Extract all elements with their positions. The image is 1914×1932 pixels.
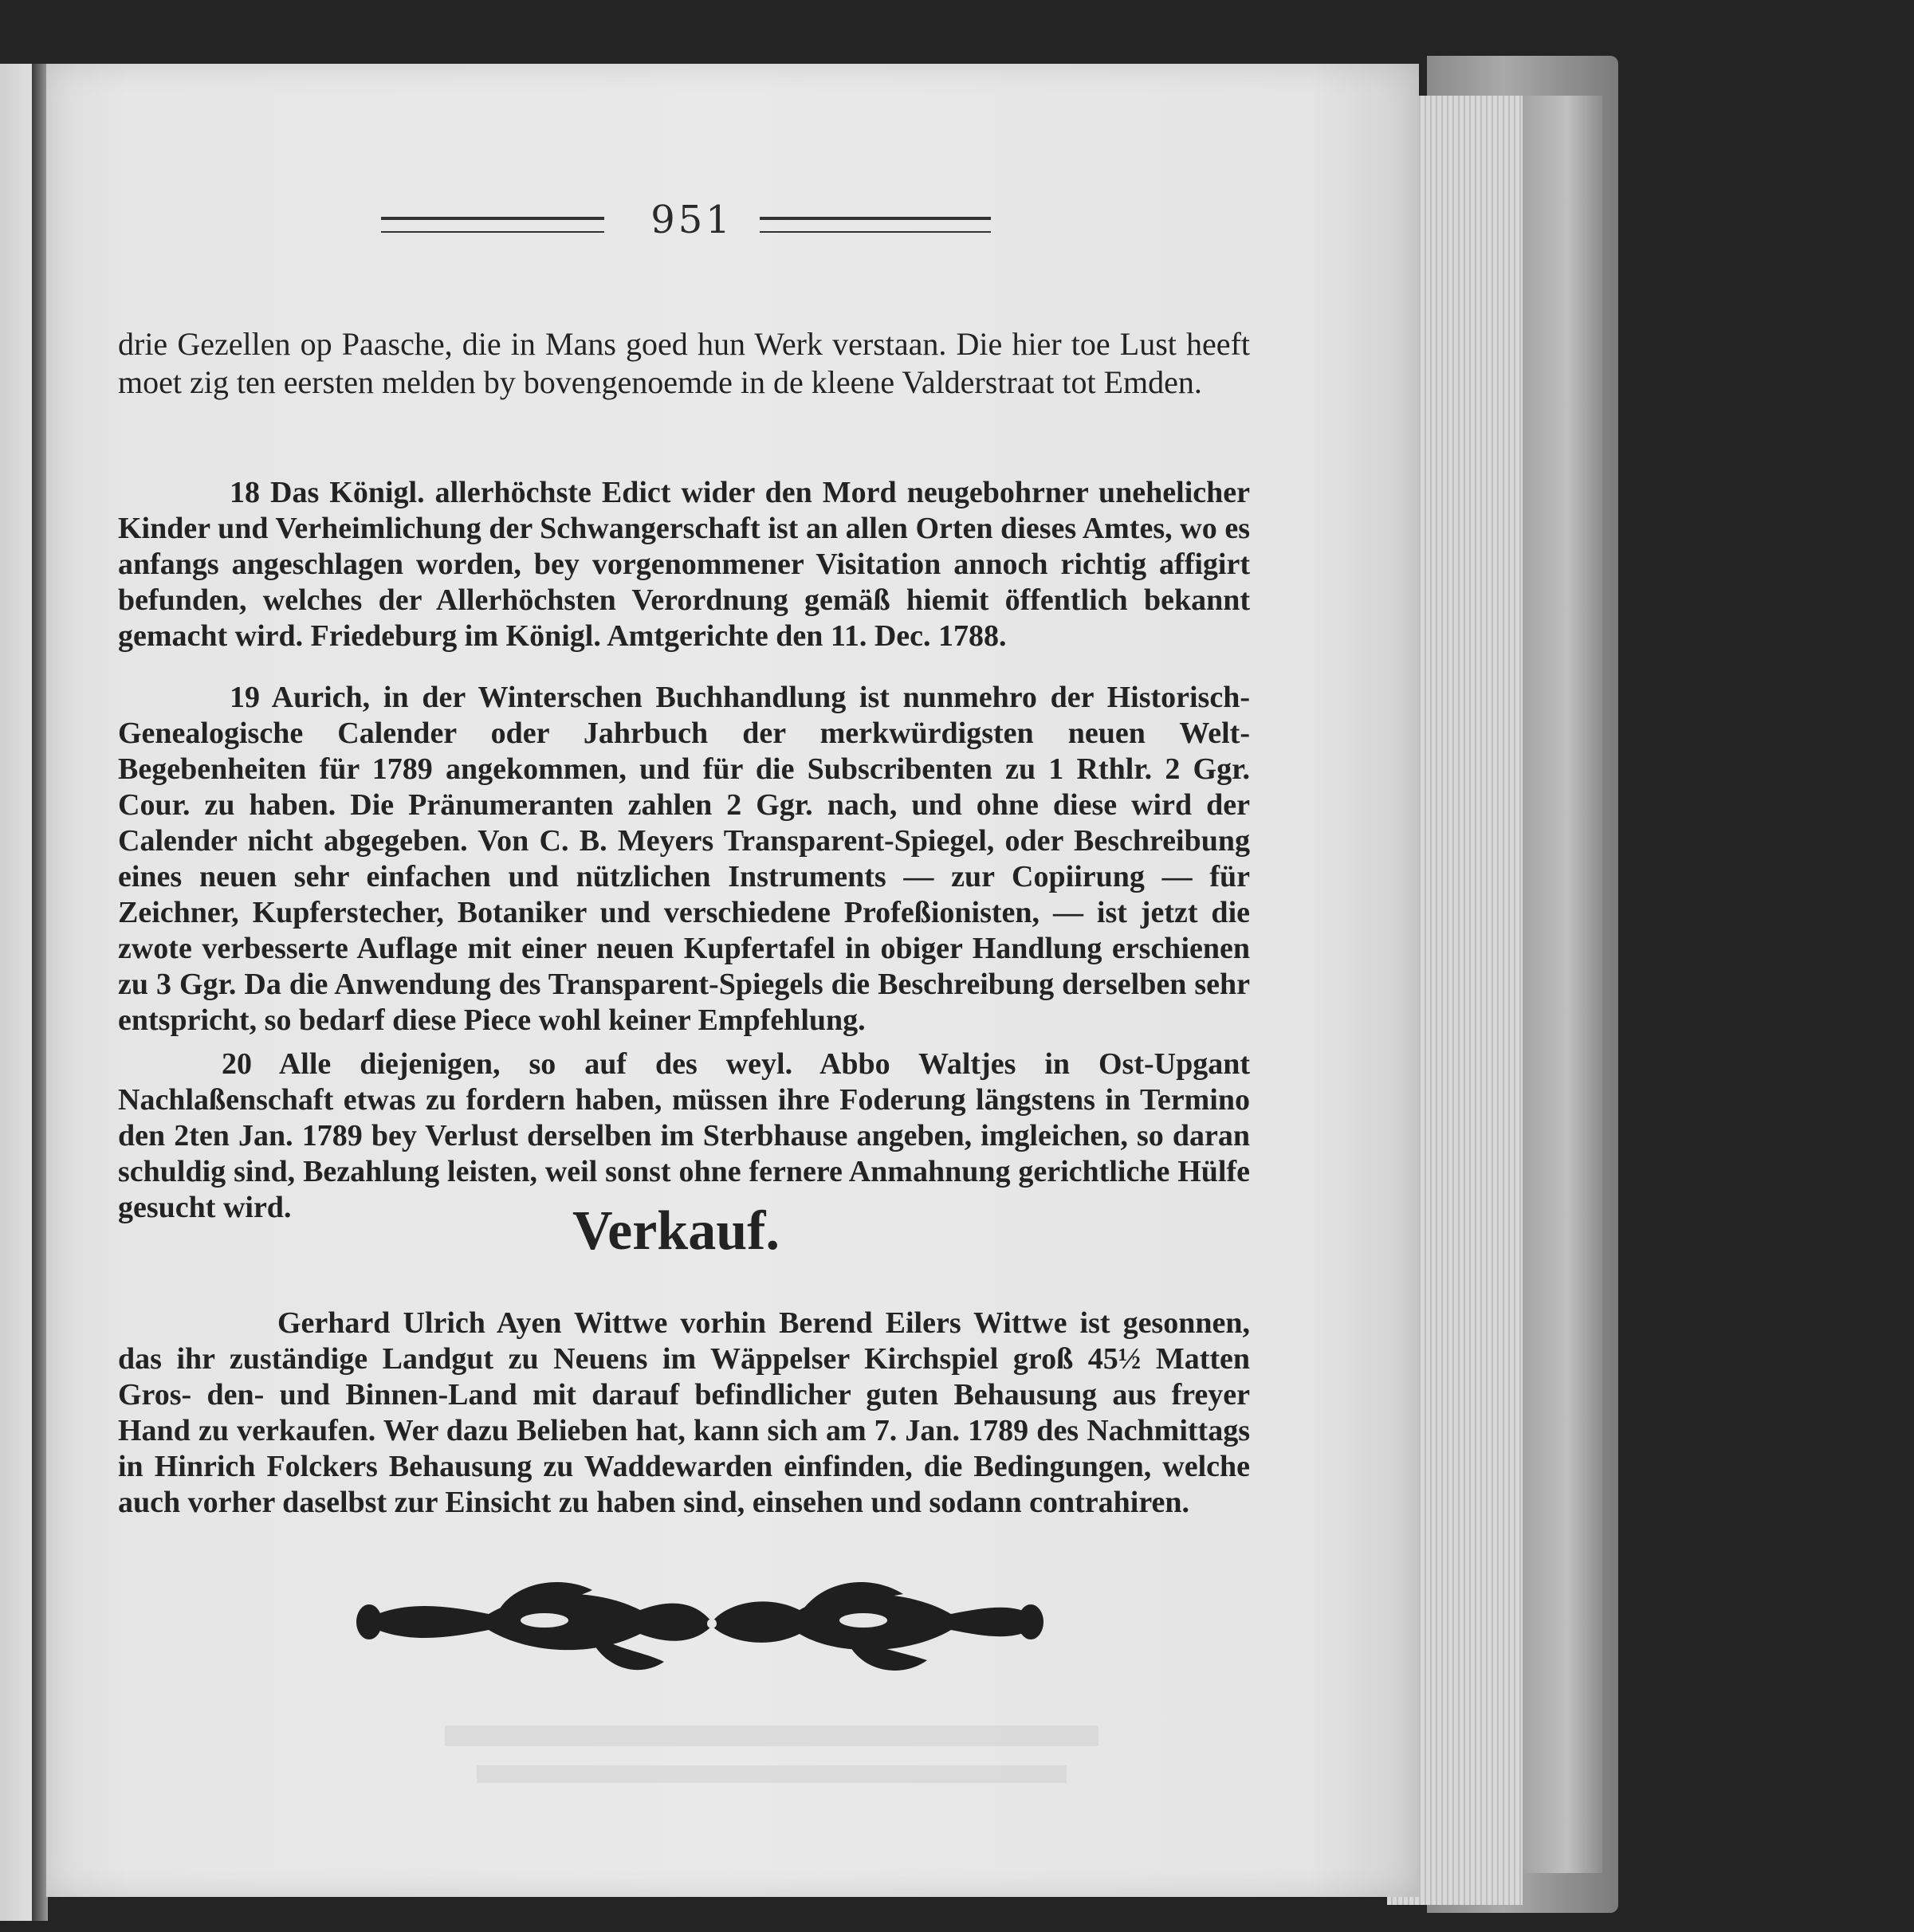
paragraph-18: 18 Das Königl. allerhöchste Edict wider den Mord neugebohrner unehelicher Kinder und Verheimlichung der Schwangerschaft ist an allen Orten dieses Amtes, wo es anfangs angeschlagen worden, bey vorgenommener Visitation annoch richtig affigirt befunden, welches der Allerhöchsten Verordnung gemäß hiemit öffentlich bekannt gemacht wird. Friedeburg im Königl. Amtgerichte den 11. Dec. 1788. <box>118 476 1250 653</box>
cover-edge <box>1515 96 1602 1873</box>
paragraph-dutch-notice: drie Gezellen op Paasche, die in Mans goed hun Werk verstaan. Die hier toe Lust heeft moet zig ten eersten melden by bovengenoemde in de kleene Valderstraat tot Emden. <box>118 326 1250 400</box>
ornament-vignette <box>353 1566 1047 1686</box>
paragraph-20: 20 Alle diejenigen, so auf des weyl. Abbo Waltjes in Ost-Upgant Nachlaßenschaft etwas zu fordern haben, müssen ihre Foderung längstens in Termino den 2ten Jan. 1789 bey Verlust derselben im Sterbhause angeben, imgleichen, so daran schuldig sind, Bezahlung leisten, weil sonst ohne fernere Anmahnung gerichtliche Hülfe gesucht wird. <box>118 1047 1250 1224</box>
book-gutter <box>32 64 48 1921</box>
section-heading: Verkauf. <box>572 1200 780 1262</box>
printed-page <box>46 64 1419 1897</box>
page-number: 951 <box>650 198 733 242</box>
paragraph-sale: Gerhard Ulrich Ayen Wittwe vorhin Berend Eilers Wittwe ist gesonnen, das ihr zuständige Landgut zu Neuens im Wäppelser Kirchspiel groß 45½ Matten Gros- den- und Binnen-Land mit darauf befindlicher guten Behausung aus freyer Hand zu verkaufen. Wer dazu Belieben hat, kann sich am 7. Jan. 1789 des Nachmittags in Hinrich Folckers Behausung zu Waddewarden einfinden, die Bedingungen, welche auch vorher daselbst zur Einsicht zu haben sind, einsehen und sodann contrahiren. <box>118 1306 1250 1519</box>
header-rule-right <box>760 217 991 233</box>
paragraph-19: 19 Aurich, in der Winterschen Buchhandlung ist nunmehro der Historisch-Genealogische Calender oder Jahrbuch der merkwürdigsten neuen Welt-Begebenheiten für 1789 angekommen, und für die Subscribenten zu 1 Rthlr. 2 Ggr. Cour. zu haben. Die Pränumeranten zahlen 2 Ggr. nach, und ohne diese wird der Calender nicht abgegeben. Von C. B. Meyers Transparent-Spiegel, oder Beschreibung eines neuen sehr einfachen und nützlichen Instruments — zur Copiirung — für Zeichner, Kupferstecher, Botaniker und verschiedene Profeßionisten, — ist jetzt die zwote verbesserte Auflage mit einer neuen Kupfertafel in obiger Handlung erschienen zu 3 Ggr. Da die Anwendung des Transparent-Spiegels die Beschreibung derselben sehr entspricht, so bedarf diese Piece wohl keiner Empfehlung. <box>118 681 1250 1037</box>
bleed-through-shadow <box>429 1718 1114 1813</box>
header-rule-left <box>381 217 604 233</box>
